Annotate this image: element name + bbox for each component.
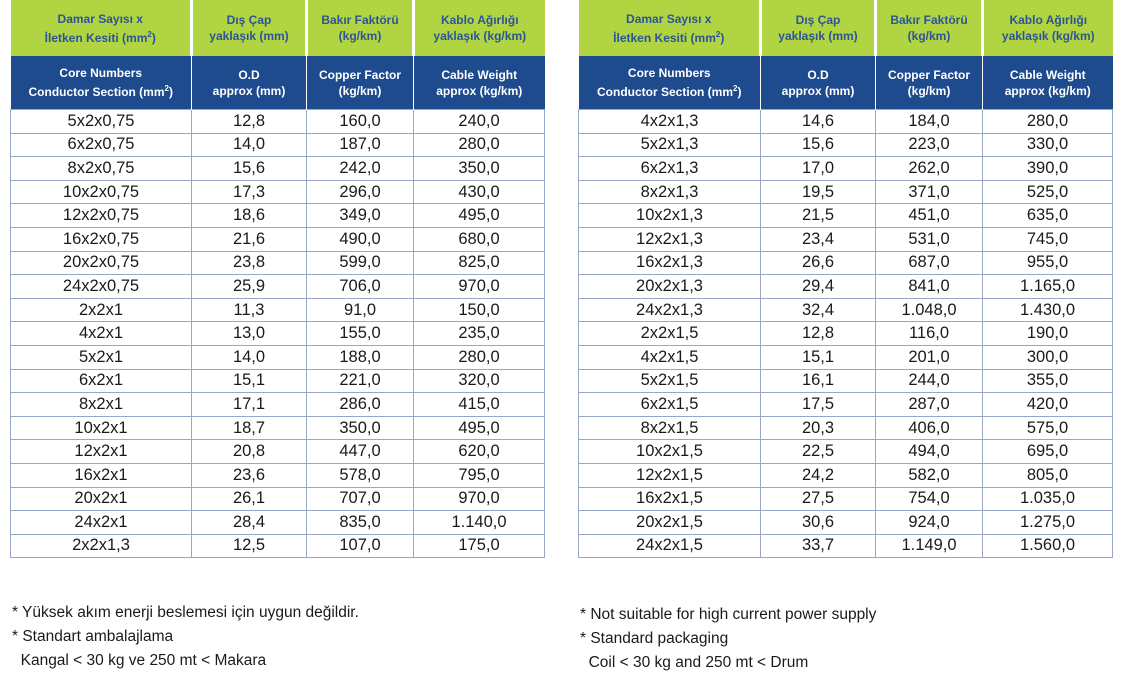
header-cable-weight-en: Cable Weight approx (kg/km) [414,56,545,110]
cell-core-section: 12x2x1,5 [579,463,761,487]
header-core-numbers-tr: Damar Sayısı x İletken Kesiti $(mm^2)$ [11,0,192,56]
table-row [579,157,1113,181]
cell-copper-factor: 1.149,0 [876,534,983,558]
cell-core-section: 16x2x0,75 [11,227,192,251]
table-row [11,393,545,417]
cell-cable-weight: 280,0 [414,133,545,157]
cell-copper-factor: 707,0 [307,487,414,511]
cell-outer-diameter: 15,6 [761,133,876,157]
notes-turkish [12,601,359,673]
cell-core-section: 6x2x1,5 [579,393,761,417]
cell-core-section: 5x2x0,75 [11,110,192,134]
cell-cable-weight: 805,0 [983,463,1113,487]
cell-outer-diameter: 24,2 [761,463,876,487]
cell-core-section: 20x2x0,75 [11,251,192,275]
table-row [579,463,1113,487]
cell-cable-weight: 1.275,0 [983,511,1113,535]
cell-outer-diameter: 20,3 [761,416,876,440]
cell-copper-factor: 490,0 [307,227,414,251]
cell-core-section: 24x2x0,75 [11,275,192,299]
cell-cable-weight: 240,0 [414,110,545,134]
cell-cable-weight: 495,0 [414,204,545,228]
cell-core-section: 8x2x1 [11,393,192,417]
cell-copper-factor: 924,0 [876,511,983,535]
cell-cable-weight: 1.430,0 [983,298,1113,322]
cell-core-section: 10x2x0,75 [11,180,192,204]
table-row [11,227,545,251]
cell-outer-diameter: 17,5 [761,393,876,417]
table-row [11,275,545,299]
cell-copper-factor: 155,0 [307,322,414,346]
cell-cable-weight: 825,0 [414,251,545,275]
cell-copper-factor: 91,0 [307,298,414,322]
cell-copper-factor: 201,0 [876,345,983,369]
cell-outer-diameter: 25,9 [192,275,307,299]
cable-table-left [10,0,545,558]
cell-outer-diameter: 21,5 [761,204,876,228]
cell-outer-diameter: 26,1 [192,487,307,511]
table-row [11,322,545,346]
cell-outer-diameter: 22,5 [761,440,876,464]
cell-copper-factor: 350,0 [307,416,414,440]
cell-outer-diameter: 19,5 [761,180,876,204]
cell-outer-diameter: 23,6 [192,463,307,487]
cell-outer-diameter: 29,4 [761,275,876,299]
cell-outer-diameter: 21,6 [192,227,307,251]
header-row-english [579,56,1113,110]
cell-copper-factor: 349,0 [307,204,414,228]
cell-copper-factor: 494,0 [876,440,983,464]
cell-copper-factor: 296,0 [307,180,414,204]
table-row [579,393,1113,417]
cell-outer-diameter: 12,8 [192,110,307,134]
table-row [11,133,545,157]
table-row [11,463,545,487]
cell-outer-diameter: 17,1 [192,393,307,417]
cell-copper-factor: 1.048,0 [876,298,983,322]
header-core-numbers-en: Core Numbers Conductor Section $(mm^2)$ [11,56,192,110]
cell-cable-weight: 1.035,0 [983,487,1113,511]
cell-core-section: 10x2x1,5 [579,440,761,464]
cell-core-section: 16x2x1 [11,463,192,487]
cell-outer-diameter: 14,0 [192,133,307,157]
table-row [579,110,1113,134]
cell-core-section: 12x2x1,3 [579,227,761,251]
cell-outer-diameter: 14,0 [192,345,307,369]
cell-core-section: 24x2x1,5 [579,534,761,558]
cell-cable-weight: 320,0 [414,369,545,393]
table-row [11,345,545,369]
table-row [579,322,1113,346]
cell-core-section: 4x2x1 [11,322,192,346]
header-cable-weight-tr: Kablo Ağırlığı yaklaşık (kg/km) [414,0,545,56]
cell-copper-factor: 406,0 [876,416,983,440]
cell-cable-weight: 745,0 [983,227,1113,251]
table-row [579,345,1113,369]
cell-copper-factor: 835,0 [307,511,414,535]
cell-copper-factor: 262,0 [876,157,983,181]
cell-cable-weight: 680,0 [414,227,545,251]
cell-copper-factor: 531,0 [876,227,983,251]
table-row [11,487,545,511]
header-copper-factor-tr: Bakır Faktörü (kg/km) [876,0,983,56]
cell-core-section: 24x2x1,3 [579,298,761,322]
cell-outer-diameter: 18,7 [192,416,307,440]
cell-core-section: 16x2x1,3 [579,251,761,275]
cell-core-section: 5x2x1,3 [579,133,761,157]
table-row [11,204,545,228]
cell-outer-diameter: 30,6 [761,511,876,535]
cell-core-section: 5x2x1,5 [579,369,761,393]
table-row [579,180,1113,204]
cell-outer-diameter: 33,7 [761,534,876,558]
table-row [579,204,1113,228]
cell-outer-diameter: 15,1 [192,369,307,393]
table-row [11,180,545,204]
table-row [11,369,545,393]
cell-core-section: 5x2x1 [11,345,192,369]
cell-copper-factor: 187,0 [307,133,414,157]
cell-outer-diameter: 28,4 [192,511,307,535]
cell-cable-weight: 695,0 [983,440,1113,464]
cell-copper-factor: 447,0 [307,440,414,464]
cell-copper-factor: 184,0 [876,110,983,134]
cell-cable-weight: 525,0 [983,180,1113,204]
cell-cable-weight: 955,0 [983,251,1113,275]
cell-outer-diameter: 13,0 [192,322,307,346]
cell-copper-factor: 221,0 [307,369,414,393]
cell-copper-factor: 160,0 [307,110,414,134]
cell-core-section: 20x2x1,3 [579,275,761,299]
table-row [579,133,1113,157]
cell-outer-diameter: 17,3 [192,180,307,204]
header-od-tr: Dış Çap yaklaşık (mm) [192,0,307,56]
header-od-en: O.D approx (mm) [192,56,307,110]
cell-core-section: 10x2x1,3 [579,204,761,228]
cell-core-section: 24x2x1 [11,511,192,535]
header-od-tr: Dış Çap yaklaşık (mm) [761,0,876,56]
cell-cable-weight: 415,0 [414,393,545,417]
cell-outer-diameter: 15,6 [192,157,307,181]
cell-copper-factor: 687,0 [876,251,983,275]
table-row [579,440,1113,464]
cell-copper-factor: 582,0 [876,463,983,487]
header-row-english [11,56,545,110]
cable-table-right [578,0,1113,558]
cell-cable-weight: 190,0 [983,322,1113,346]
cell-cable-weight: 1.560,0 [983,534,1113,558]
cell-copper-factor: 244,0 [876,369,983,393]
cell-outer-diameter: 14,6 [761,110,876,134]
cell-cable-weight: 420,0 [983,393,1113,417]
table-row [11,511,545,535]
cell-cable-weight: 175,0 [414,534,545,558]
note-line: * Yüksek akım enerji beslemesi için uygun değildir. [12,604,359,621]
table-row [579,416,1113,440]
cell-outer-diameter: 18,6 [192,204,307,228]
cell-outer-diameter: 12,5 [192,534,307,558]
table-row [579,227,1113,251]
header-core-numbers-en: Core Numbers Conductor Section $(mm^2)$ [579,56,761,110]
cell-copper-factor: 116,0 [876,322,983,346]
cell-outer-diameter: 15,1 [761,345,876,369]
note-line: Kangal < 30 kg ve 250 mt < Makara [12,652,267,669]
table-row [11,416,545,440]
cell-cable-weight: 430,0 [414,180,545,204]
header-cable-weight-en: Cable Weight approx (kg/km) [983,56,1113,110]
cell-copper-factor: 599,0 [307,251,414,275]
cell-cable-weight: 150,0 [414,298,545,322]
cell-core-section: 12x2x1 [11,440,192,464]
note-line: * Not suitable for high current power supply [580,606,877,623]
cell-cable-weight: 390,0 [983,157,1113,181]
cell-cable-weight: 620,0 [414,440,545,464]
table-row [579,511,1113,535]
cell-cable-weight: 330,0 [983,133,1113,157]
cell-copper-factor: 188,0 [307,345,414,369]
cell-core-section: 16x2x1,5 [579,487,761,511]
header-copper-factor-en: Copper Factor (kg/km) [307,56,414,110]
cell-core-section: 8x2x1,3 [579,180,761,204]
cell-core-section: 2x2x1 [11,298,192,322]
cell-cable-weight: 495,0 [414,416,545,440]
cell-core-section: 6x2x0,75 [11,133,192,157]
cell-cable-weight: 635,0 [983,204,1113,228]
table-row [579,369,1113,393]
cell-cable-weight: 970,0 [414,487,545,511]
cell-cable-weight: 795,0 [414,463,545,487]
cell-core-section: 2x2x1,3 [11,534,192,558]
cell-outer-diameter: 23,4 [761,227,876,251]
table-row [11,440,545,464]
cell-outer-diameter: 20,8 [192,440,307,464]
cell-cable-weight: 300,0 [983,345,1113,369]
cell-copper-factor: 371,0 [876,180,983,204]
cell-copper-factor: 706,0 [307,275,414,299]
cell-outer-diameter: 26,6 [761,251,876,275]
cell-outer-diameter: 12,8 [761,322,876,346]
note-line: * Standart ambalajlama [12,628,174,645]
cell-copper-factor: 578,0 [307,463,414,487]
header-cable-weight-tr: Kablo Ağırlığı yaklaşık (kg/km) [983,0,1113,56]
cell-cable-weight: 350,0 [414,157,545,181]
table-row [11,110,545,134]
table-body-left [11,110,545,558]
notes-english [580,603,876,675]
cell-core-section: 6x2x1 [11,369,192,393]
header-copper-factor-tr: Bakır Faktörü (kg/km) [307,0,414,56]
cell-copper-factor: 841,0 [876,275,983,299]
header-copper-factor-en: Copper Factor (kg/km) [876,56,983,110]
cell-copper-factor: 287,0 [876,393,983,417]
header-od-en: O.D approx (mm) [761,56,876,110]
table-row [579,298,1113,322]
cell-core-section: 8x2x0,75 [11,157,192,181]
cell-copper-factor: 223,0 [876,133,983,157]
cell-outer-diameter: 17,0 [761,157,876,181]
header-core-numbers-tr: Damar Sayısı x İletken Kesiti $(mm^2)$ [579,0,761,56]
cell-cable-weight: 575,0 [983,416,1113,440]
cell-cable-weight: 280,0 [414,345,545,369]
table-row [579,534,1113,558]
cell-cable-weight: 1.165,0 [983,275,1113,299]
cell-core-section: 8x2x1,5 [579,416,761,440]
cell-cable-weight: 280,0 [983,110,1113,134]
note-line: Coil < 30 kg and 250 mt < Drum [580,654,809,671]
cell-core-section: 4x2x1,5 [579,345,761,369]
cell-copper-factor: 754,0 [876,487,983,511]
cell-cable-weight: 1.140,0 [414,511,545,535]
table-body-right [579,110,1113,558]
note-line: * Standard packaging [580,630,729,647]
table-row [579,275,1113,299]
table-row [579,251,1113,275]
cell-core-section: 12x2x0,75 [11,204,192,228]
cell-copper-factor: 286,0 [307,393,414,417]
cell-core-section: 6x2x1,3 [579,157,761,181]
table-row [11,251,545,275]
cell-outer-diameter: 16,1 [761,369,876,393]
cell-copper-factor: 451,0 [876,204,983,228]
cell-copper-factor: 242,0 [307,157,414,181]
header-row-turkish [579,0,1113,56]
cell-outer-diameter: 23,8 [192,251,307,275]
cell-copper-factor: 107,0 [307,534,414,558]
table-row [11,298,545,322]
cell-cable-weight: 355,0 [983,369,1113,393]
table-row [11,157,545,181]
cell-cable-weight: 235,0 [414,322,545,346]
cell-core-section: 4x2x1,3 [579,110,761,134]
cell-outer-diameter: 27,5 [761,487,876,511]
cell-outer-diameter: 32,4 [761,298,876,322]
cell-core-section: 20x2x1,5 [579,511,761,535]
table-row [11,534,545,558]
cell-core-section: 20x2x1 [11,487,192,511]
cell-core-section: 2x2x1,5 [579,322,761,346]
cell-cable-weight: 970,0 [414,275,545,299]
cell-core-section: 10x2x1 [11,416,192,440]
table-row [579,487,1113,511]
header-row-turkish [11,0,545,56]
cell-outer-diameter: 11,3 [192,298,307,322]
